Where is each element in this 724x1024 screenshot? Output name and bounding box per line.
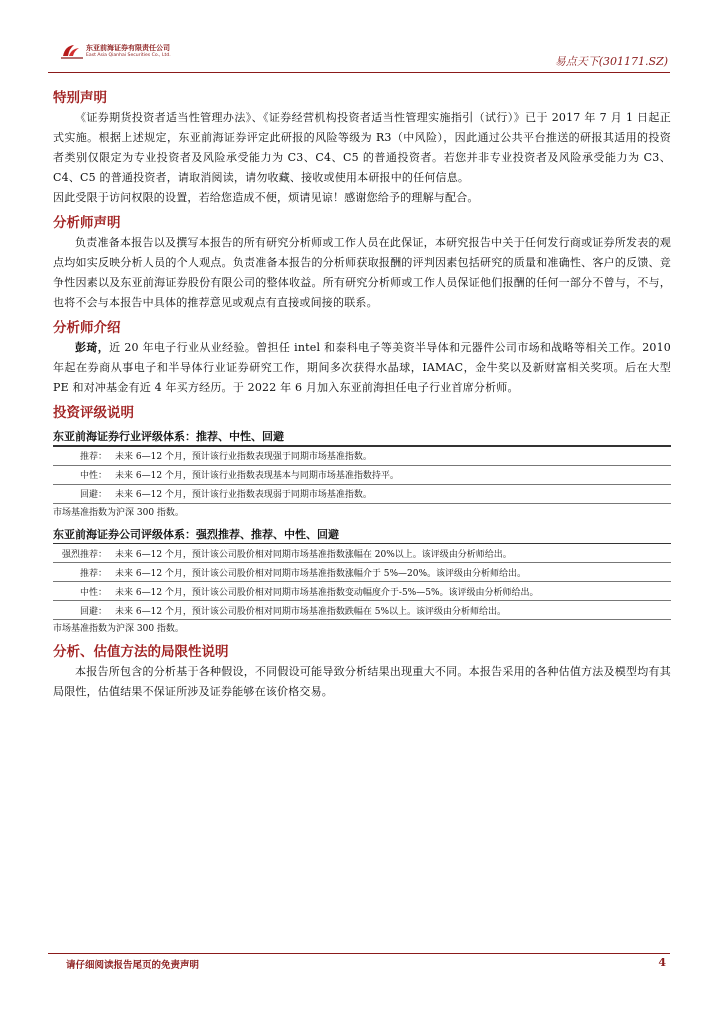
footer-rule bbox=[48, 953, 670, 954]
rating-label: 中性： bbox=[53, 465, 111, 484]
stock-name: 易点天下(301171.SZ) bbox=[554, 55, 668, 68]
rating-text: 未来 6—12 个月，预计该行业指数表现强于同期市场基准指数。 bbox=[111, 447, 671, 466]
report-content bbox=[53, 88, 671, 702]
table-row bbox=[53, 582, 671, 601]
limitation-title: 分析、估值方法的局限性说明 bbox=[53, 644, 229, 660]
industry-benchmark-note: 市场基准指数为沪深 300 指数。 bbox=[53, 507, 184, 518]
table-row bbox=[53, 544, 671, 563]
rating-text: 未来 6—12 个月，预计该公司股价相对同期市场基准指数涨幅介于 5%—20%。该评级由分析师给出。 bbox=[111, 563, 671, 582]
limitation-text: 本报告所包含的分析基于各种假设，不同假设可能导致分析结果出现重大不同。本报告采用的各种估值方法及模型均有其局限性，估值结果不保证所涉及证券能够在该价格交易。 bbox=[53, 665, 671, 698]
company-rating-table bbox=[53, 544, 671, 620]
industry-rating-table bbox=[53, 447, 671, 504]
page-number: 4 bbox=[658, 956, 666, 969]
special-statement-text: 《证券期货投资者适当性管理办法》、《证券经营机构投资者适当性管理实施指引（试行）》已于 2017 年 7 月 1 日起正式实施。根据上述规定，东亚前海证券评定此研报的风险等级为 R3（中风险），因此通过公共平台推送的研报其适用的投资者类别仅限定为专业投资者及风险承受能力为 C3、C4、C5 的普通投资者。若您并非专业投资者及风险承受能力为 C3、C4、C5 的普通投资者，请取消阅读，请勿收藏、接收或使用本研报中的任何信息。 bbox=[53, 111, 671, 184]
company-rating-title: 东亚前海证券公司评级体系：强烈推荐、推荐、中性、回避 bbox=[53, 527, 339, 541]
rating-text: 未来 6—12 个月，预计该公司股价相对同期市场基准指数变动幅度介于-5%—5%。该评级由分析师给出。 bbox=[111, 582, 671, 601]
table-row bbox=[53, 465, 671, 484]
rating-label: 中性： bbox=[53, 582, 111, 601]
footer-disclaimer: 请仔细阅读报告尾页的免责声明 bbox=[66, 960, 200, 971]
header-rule bbox=[48, 72, 670, 73]
logo-company-cn: 东亚前海证券有限责任公司 bbox=[86, 44, 170, 52]
rating-label: 回避： bbox=[53, 484, 111, 503]
rating-text: 未来 6—12 个月，预计该公司股价相对同期市场基准指数跌幅在 5%以上。该评级由分析师给出。 bbox=[111, 601, 671, 620]
rating-title: 投资评级说明 bbox=[53, 405, 134, 421]
analyst-statement-title: 分析师声明 bbox=[53, 215, 121, 231]
page-header bbox=[58, 40, 668, 70]
table-row bbox=[53, 601, 671, 620]
analyst-bio: 近 20 年电子行业从业经验。曾担任 intel 和泰科电子等美资半导体和元器件公司市场和战略等相关工作。2010 年起在券商从事电子和半导体行业证券研究工作，期间多次获得水晶球，IAMAC，金牛奖以及新财富相关奖项。后在大型 PE 和对冲基金有近 4 年买方经历。于 2022 年 6 月加入东亚前海担任电子行业首席分析师。 bbox=[53, 341, 671, 394]
rating-text: 未来 6—12 个月，预计该公司股价相对同期市场基准指数涨幅在 20%以上。该评级由分析师给出。 bbox=[111, 544, 671, 563]
rating-text: 未来 6—12 个月，预计该行业指数表现基本与同期市场基准指数持平。 bbox=[111, 465, 671, 484]
analyst-statement-text: 负责准备本报告以及撰写本报告的所有研究分析师或工作人员在此保证，本研究报告中关于任何发行商或证券所发表的观点均如实反映分析人员的个人观点。负责准备本报告的分析师获取报酬的评判因素包括研究的质量和准确性、客户的反馈、竞争性因素以及东亚前海证券股份有限公司的整体收益。所有研究分析师或工作人员保证他们报酬的任何一部分不曾与，不与，也将不会与本报告中具体的推荐意见或观点有直接或间接的联系。 bbox=[53, 236, 671, 309]
analyst-name: 彭琦， bbox=[75, 341, 110, 354]
rating-label: 推荐： bbox=[53, 563, 111, 582]
industry-rating-title: 东亚前海证券行业评级体系：推荐、中性、回避 bbox=[53, 430, 284, 443]
table-row bbox=[53, 484, 671, 503]
analyst-intro-text bbox=[53, 338, 671, 398]
rating-text: 未来 6—12 个月，预计该行业指数表现弱于同期市场基准指数。 bbox=[111, 484, 671, 503]
special-statement-title: 特别声明 bbox=[53, 90, 107, 106]
company-logo bbox=[58, 40, 178, 68]
table-row bbox=[53, 563, 671, 582]
special-statement-note: 因此受限于访问权限的设置，若给您造成不便，烦请见谅！感谢您给予的理解与配合。 bbox=[53, 191, 479, 204]
rating-label: 强烈推荐： bbox=[53, 544, 111, 563]
logo-company-en: East Asia Qianhai Securities Co., Ltd. bbox=[86, 53, 171, 58]
rating-label: 回避： bbox=[53, 601, 111, 620]
table-row bbox=[53, 447, 671, 466]
company-benchmark-note: 市场基准指数为沪深 300 指数。 bbox=[53, 624, 184, 634]
analyst-intro-title: 分析师介绍 bbox=[53, 320, 121, 336]
logo-mark-icon bbox=[60, 42, 84, 62]
rating-label: 推荐： bbox=[53, 447, 111, 466]
